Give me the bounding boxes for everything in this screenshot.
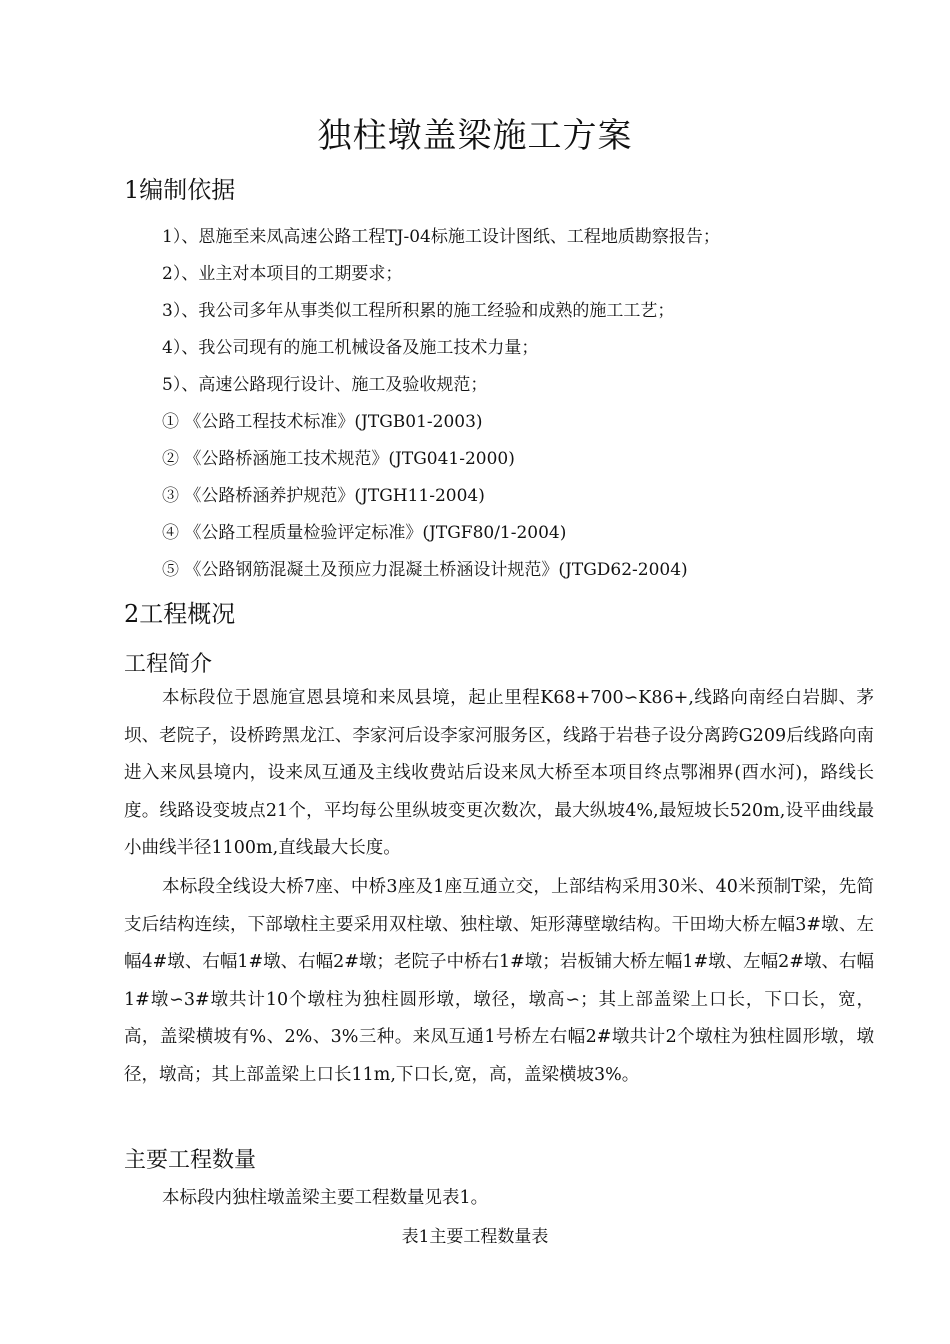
section-heading-overview: 2工程概况 xyxy=(124,600,236,628)
basis-item-3: 3）、我公司多年从事类似工程所积累的施工经验和成熟的施工工艺； xyxy=(162,301,675,321)
standard-item-5: ⑤ 《公路钢筋混凝土及预应力混凝土桥涵设计规范》(JTGD62-2004) xyxy=(162,560,688,580)
document-title: 独柱墩盖梁施工方案 xyxy=(317,116,633,156)
table-caption: 表1主要工程数量表 xyxy=(401,1227,549,1247)
quantities-paragraph: 本标段内独柱墩盖梁主要工程数量见表1。 xyxy=(162,1188,489,1208)
subsection-heading-quantities: 主要工程数量 xyxy=(124,1148,257,1173)
intro-paragraph-1: 本标段位于恩施宣恩县境和来凤县境，起止里程K68+700∽K86+,线路向南经白岩脚、茅坝、老院子，设桥跨黑龙江、李家河后设李家河服务区，线路于岩巷子设分离跨G209后线路向南进入来凤县境内，设来凤互通及主线收费站后设来凤大桥至本项目终点鄂湘界(酉水河)，路线长度。线路设变坡点21个，平均每公里纵坡变更次数次，最大纵坡4%,最短坡长520m,设平曲线最小曲线半径1100m,直线最大长度。 xyxy=(124,688,874,858)
standard-item-3: ③ 《公路桥涵养护规范》(JTGH11-2004) xyxy=(162,486,485,506)
subsection-heading-intro: 工程简介 xyxy=(124,652,213,677)
intro-paragraph-2: 本标段全线设大桥7座、中桥3座及1座互通立交，上部结构采用30米、40米预制T梁，先简支后结构连续，下部墩柱主要采用双柱墩、独柱墩、矩形薄壁墩结构。干田坳大桥左幅3#墩、左幅4#墩、右幅1#墩、右幅2#墩；老院子中桥右1#墩；岩板铺大桥左幅1#墩、左幅2#墩、右幅1#墩∽3#墩共计10个墩柱为独柱圆形墩，墩径，墩高∽；其上部盖梁上口长，下口长，宽，高，盖梁横坡有%、2%、3%三种。来凤互通1号桥左右幅2#墩共计2个墩柱为独柱圆形墩，墩径，墩高；其上部盖梁上口长11m,下口长,宽，高，盖梁横坡3%。 xyxy=(124,877,874,1085)
standard-item-4: ④ 《公路工程质量检验评定标准》(JTGF80/1-2004) xyxy=(162,523,567,543)
standard-item-1: ① 《公路工程技术标准》(JTGB01-2003) xyxy=(162,412,483,432)
standard-item-2: ② 《公路桥涵施工技术规范》(JTG041-2000) xyxy=(162,449,515,469)
basis-item-5: 5）、高速公路现行设计、施工及验收规范； xyxy=(162,375,488,395)
basis-item-2: 2）、业主对本项目的工期要求； xyxy=(162,264,403,284)
section-heading-basis: 1编制依据 xyxy=(124,176,236,204)
basis-item-1: 1）、恩施至来凤高速公路工程TJ-04标施工设计图纸、工程地质勘察报告； xyxy=(162,227,720,247)
basis-item-4: 4）、我公司现有的施工机械设备及施工技术力量； xyxy=(162,338,539,358)
